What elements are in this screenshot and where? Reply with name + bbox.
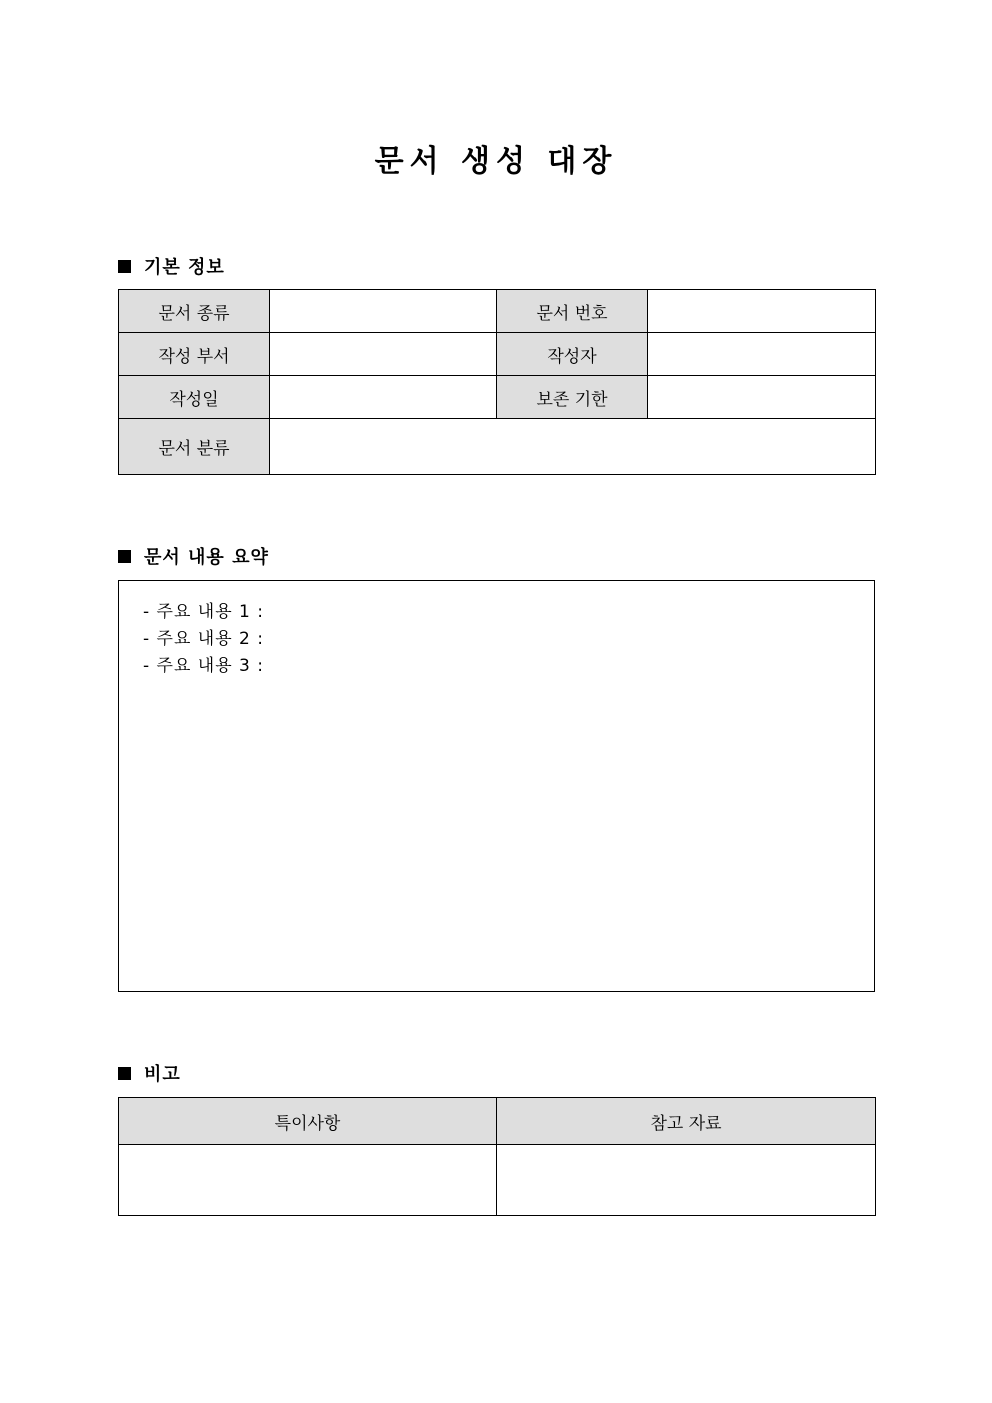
remarks-heading <box>118 1060 181 1086</box>
list-item: - 주요 내용 3 : <box>143 656 264 676</box>
table-row <box>119 333 876 376</box>
basic-info-table <box>118 289 876 475</box>
page-title: 문서 생성 대장 <box>374 144 618 179</box>
doc-type-label: 문서 종류 <box>119 290 270 333</box>
list-item: - 주요 내용 1 : <box>143 602 264 622</box>
classification-label: 문서 분류 <box>119 419 270 475</box>
basic-info-heading <box>118 253 225 279</box>
summary-box[interactable] <box>118 580 875 992</box>
doc-number-label: 문서 번호 <box>497 290 648 333</box>
doc-type-field[interactable] <box>270 290 497 333</box>
special-notes-label: 특이사항 <box>119 1098 497 1145</box>
author-field[interactable] <box>648 333 876 376</box>
author-label: 작성자 <box>497 333 648 376</box>
black-square-icon <box>118 260 131 273</box>
remarks-heading-text: 비고 <box>144 1064 181 1085</box>
basic-info-heading-text: 기본 정보 <box>144 257 225 278</box>
retention-field[interactable] <box>648 376 876 419</box>
list-item: - 주요 내용 2 : <box>143 629 264 649</box>
table-row <box>119 376 876 419</box>
black-square-icon <box>118 550 131 563</box>
classification-field[interactable] <box>270 419 876 475</box>
remarks-table <box>118 1097 876 1216</box>
summary-heading-text: 문서 내용 요약 <box>144 547 269 568</box>
created-date-label: 작성일 <box>119 376 270 419</box>
references-label: 참고 자료 <box>497 1098 876 1145</box>
table-row <box>119 1098 876 1145</box>
black-square-icon <box>118 1067 131 1080</box>
doc-number-field[interactable] <box>648 290 876 333</box>
author-dept-field[interactable] <box>270 333 497 376</box>
references-field[interactable] <box>497 1145 876 1216</box>
author-dept-label: 작성 부서 <box>119 333 270 376</box>
created-date-field[interactable] <box>270 376 497 419</box>
special-notes-field[interactable] <box>119 1145 497 1216</box>
summary-heading <box>118 543 269 569</box>
table-row <box>119 1145 876 1216</box>
table-row <box>119 290 876 333</box>
retention-label: 보존 기한 <box>497 376 648 419</box>
table-row <box>119 419 876 475</box>
summary-list <box>119 581 874 680</box>
